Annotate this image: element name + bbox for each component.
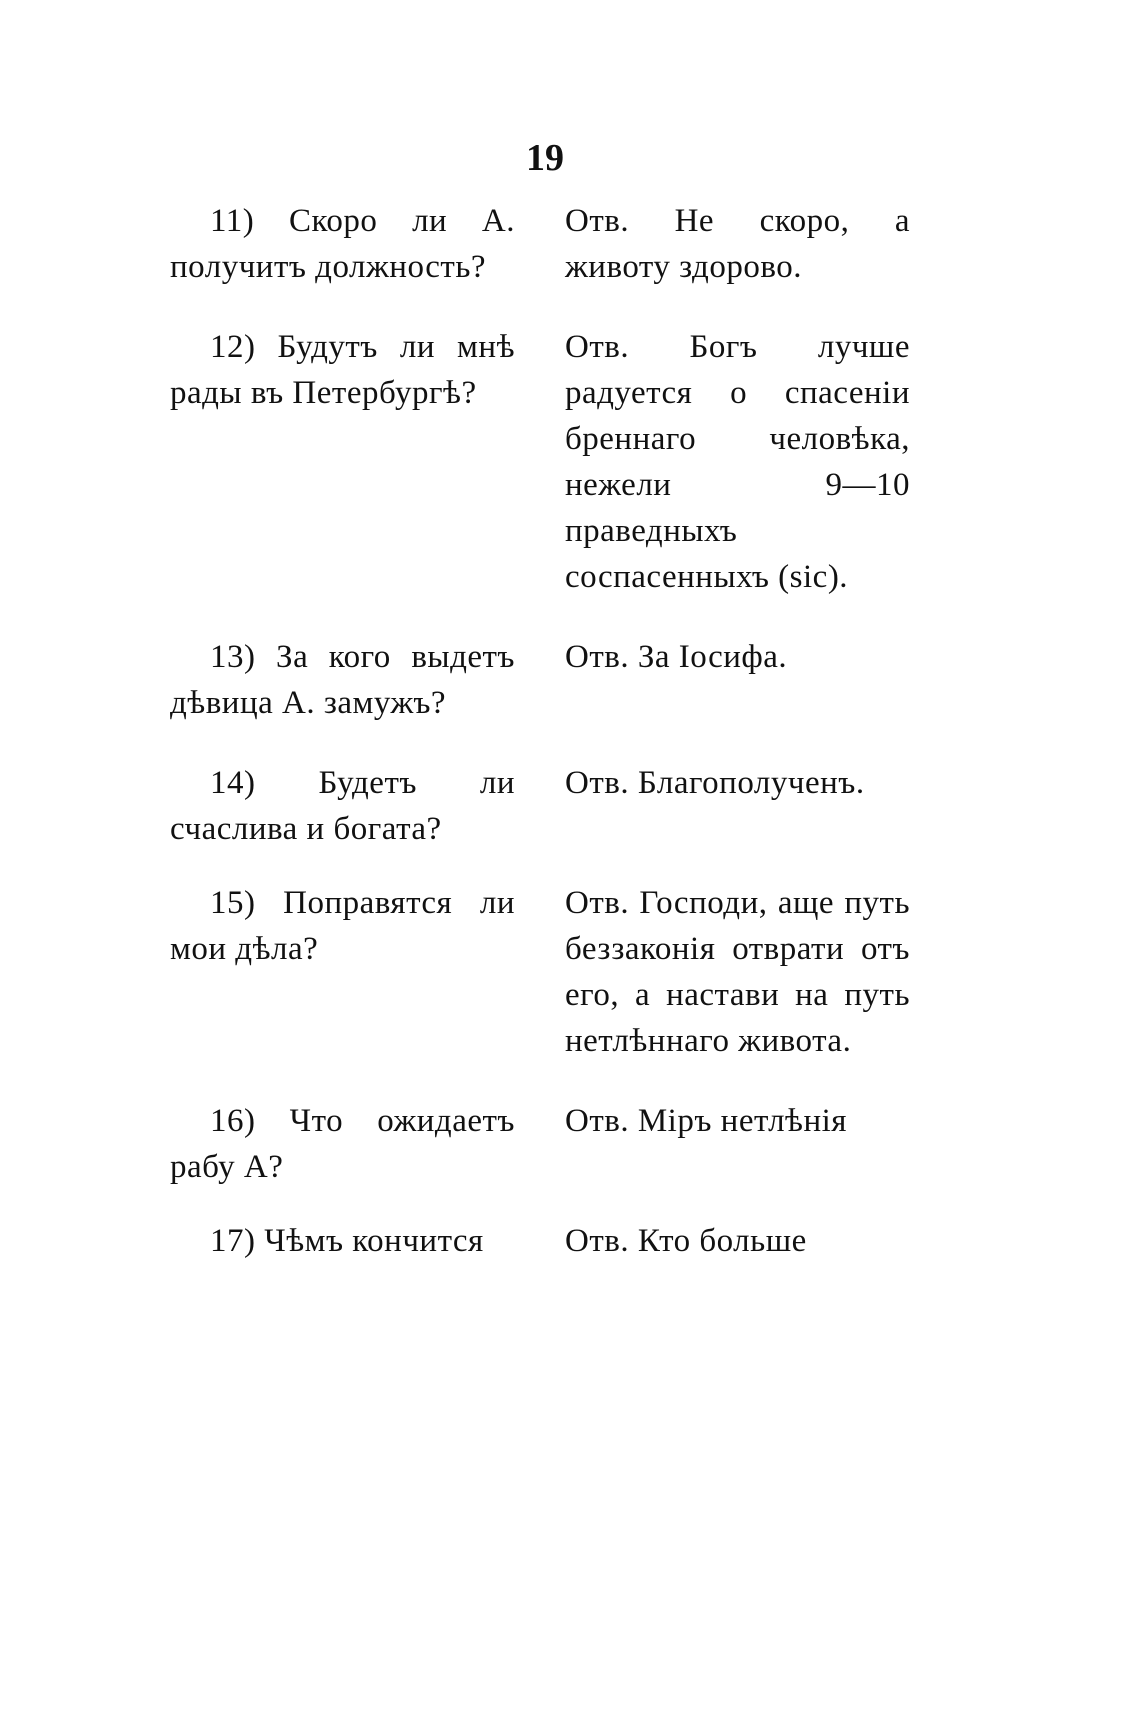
- question-text: Чѣмъ кончится: [264, 1223, 484, 1259]
- question: [170, 760, 515, 852]
- entry-number: 13): [210, 639, 256, 675]
- entry-11: [170, 198, 910, 290]
- question-text: Будетъ ли счаслива и богата?: [170, 765, 515, 847]
- answer: Отв. Міръ нетлѣнія: [565, 1103, 847, 1139]
- page-number: 19: [526, 137, 564, 179]
- entry-15: [170, 880, 910, 1064]
- entry-16: [170, 1098, 910, 1190]
- answer: Отв. Господи, аще путь беззаконія отврати отъ его, а настави на путь нетлѣннаго живота.: [565, 885, 910, 1059]
- entry-number: 17): [210, 1223, 256, 1259]
- entry-number: 16): [210, 1103, 256, 1139]
- answer: Отв. Не скоро, а животу здорово.: [565, 203, 910, 285]
- entry-17: [170, 1218, 910, 1264]
- answer: Отв. Кто больше: [565, 1223, 807, 1259]
- question-text: Будутъ ли мнѣ рады въ Петербургѣ?: [170, 329, 515, 411]
- question: [170, 198, 515, 290]
- entry-number: 12): [210, 329, 256, 365]
- question-text: Что ожидаетъ рабу А?: [170, 1103, 515, 1185]
- entry-number: 14): [210, 765, 256, 801]
- question-text: Скоро ли А. получитъ должность?: [170, 203, 515, 285]
- answer: Отв. Благополученъ.: [565, 765, 865, 801]
- entry-12: [170, 324, 910, 600]
- question-text: За кого выдетъ дѣвица А. замужъ?: [170, 639, 515, 721]
- answer: Отв. Богъ лучше радуется о спасеніи бреннаго человѣка, нежели 9—10 праведныхъ соспасенныхъ (sic).: [565, 329, 910, 595]
- question: [170, 880, 515, 1064]
- question-text: Поправятся ли мои дѣла?: [170, 885, 515, 967]
- question-answer-list: [170, 198, 910, 1292]
- question: [170, 634, 515, 726]
- entry-number: 15): [210, 885, 256, 921]
- question: [170, 1218, 515, 1264]
- question: [170, 1098, 515, 1190]
- answer: Отв. За Іосифа.: [565, 639, 788, 675]
- entry-13: [170, 634, 910, 726]
- entry-number: 11): [210, 203, 255, 239]
- entry-14: [170, 760, 910, 852]
- question: [170, 324, 515, 600]
